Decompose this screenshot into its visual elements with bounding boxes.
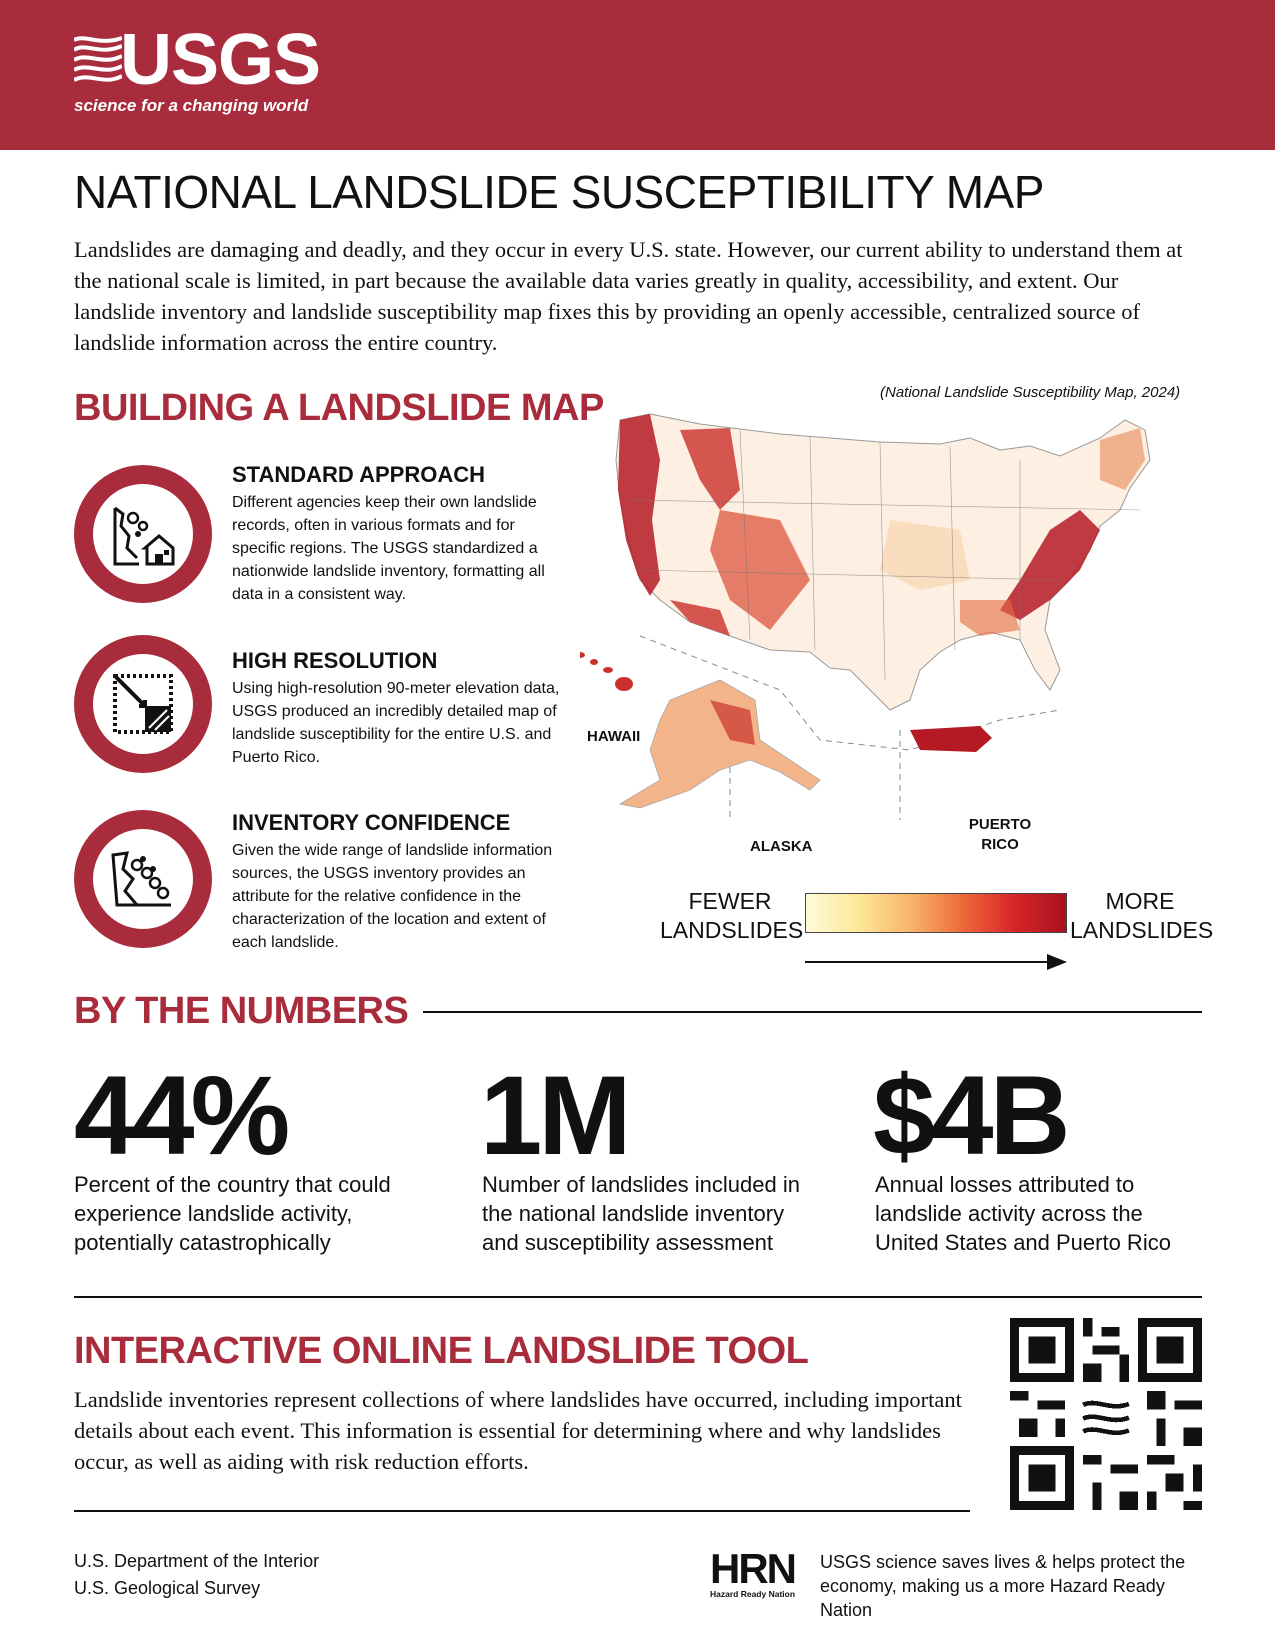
section-divider xyxy=(74,1296,1202,1298)
usgs-wave-logo-icon xyxy=(74,34,122,90)
stat-desc-percent: Percent of the country that could experience landslide activity, potentially catastrophically xyxy=(74,1172,391,1255)
map-label-hawaii: HAWAII xyxy=(587,728,641,745)
hrn-logo-subtitle: Hazard Ready Nation xyxy=(710,1589,796,1599)
page-title: NATIONAL LANDSLIDE SUSCEPTIBILITY MAP xyxy=(74,166,1044,218)
section-heading-numbers: BY THE NUMBERS xyxy=(74,990,409,1032)
feature-desc-confidence: Given the wide range of landslide information sources, the USGS inventory provides an attribute for the relative confidence in the characterization of the location and extent of each landslide. xyxy=(232,842,553,951)
section-heading-building: BUILDING A LANDSLIDE MAP xyxy=(74,387,604,429)
puerto-rico-shape xyxy=(910,726,992,752)
hawaii-shape xyxy=(580,652,633,691)
alaska-shape xyxy=(620,680,820,808)
qr-code[interactable] xyxy=(1010,1318,1202,1510)
footer-dept-line1: U.S. Department of the Interior xyxy=(74,1551,320,1571)
tool-divider xyxy=(74,1510,970,1512)
stat-desc-count: Number of landslides included in the national landslide inventory and susceptibility assessment xyxy=(482,1172,800,1255)
usgs-logo-text[interactable]: USGS xyxy=(120,20,321,100)
hrn-tagline: USGS science saves lives & helps protect the economy, making us a more Hazard Ready Nation xyxy=(820,1552,1186,1620)
feature-desc-resolution: Using high-resolution 90-meter elevation data, USGS produced an incredibly detailed map of landslide susceptibility for the entire U.S. and Puerto Rico. xyxy=(232,680,560,766)
rockfall-cliff-icon xyxy=(93,829,193,929)
feature-desc-standard: Different agencies keep their own landslide records, often in various formats and for specific regions. The USGS standardized a nationwide landslide inventory, formatting all data in a consistent way. xyxy=(232,494,545,603)
stat-value-percent: 44% xyxy=(74,1053,287,1178)
map-label-puerto-rico: PUERTO RICO xyxy=(968,816,1032,853)
legend-arrow-icon xyxy=(805,952,1070,972)
hrn-logo: HRN xyxy=(710,1545,795,1592)
stat-value-count: 1M xyxy=(480,1053,628,1178)
map-label-alaska: ALASKA xyxy=(750,838,813,855)
susceptibility-map xyxy=(580,400,1205,860)
feature-title-confidence: INVENTORY CONFIDENCE xyxy=(232,810,511,835)
feature-title-standard: STANDARD APPROACH xyxy=(232,462,485,487)
feature-circle-confidence xyxy=(74,810,212,948)
section-heading-tool: INTERACTIVE ONLINE LANDSLIDE TOOL xyxy=(74,1330,809,1372)
feature-title-resolution: HIGH RESOLUTION xyxy=(232,648,438,673)
intro-paragraph: Landslides are damaging and deadly, and they occur in every U.S. state. However, our current ability to understand them at the national scale is limited, in part because the available data varies greatly in quality, accessibility, and extent. Our landslide inventory and landslide susceptibility map fixes this by providing an openly accessible, centralized source of landslide information across the entire country. xyxy=(74,237,1183,355)
legend-low-label: FEWER LANDSLIDES xyxy=(660,888,804,943)
falling-rocks-house-icon xyxy=(93,484,193,584)
legend-high-label: MORE LANDSLIDES xyxy=(1070,888,1214,943)
tool-paragraph: Landslide inventories represent collections of where landslides have occurred, including important details about each event. This information is essential for determining where and why landslides occur, as well as aiding with risk reduction efforts. xyxy=(74,1387,962,1474)
feature-circle-resolution xyxy=(74,635,212,773)
legend-color-ramp xyxy=(805,893,1067,933)
numbers-divider xyxy=(423,1011,1202,1013)
footer-dept-line2: U.S. Geological Survey xyxy=(74,1578,261,1598)
stat-value-losses: $4B xyxy=(873,1053,1067,1178)
logo-tagline: science for a changing world xyxy=(74,96,309,115)
map-caption: (National Landslide Susceptibility Map, 2024) xyxy=(880,384,1181,401)
stat-desc-losses: Annual losses attributed to landslide activity across the United States and Puerto Rico xyxy=(875,1172,1171,1255)
high-resolution-grid-icon xyxy=(93,654,193,754)
feature-circle-standard xyxy=(74,465,212,603)
